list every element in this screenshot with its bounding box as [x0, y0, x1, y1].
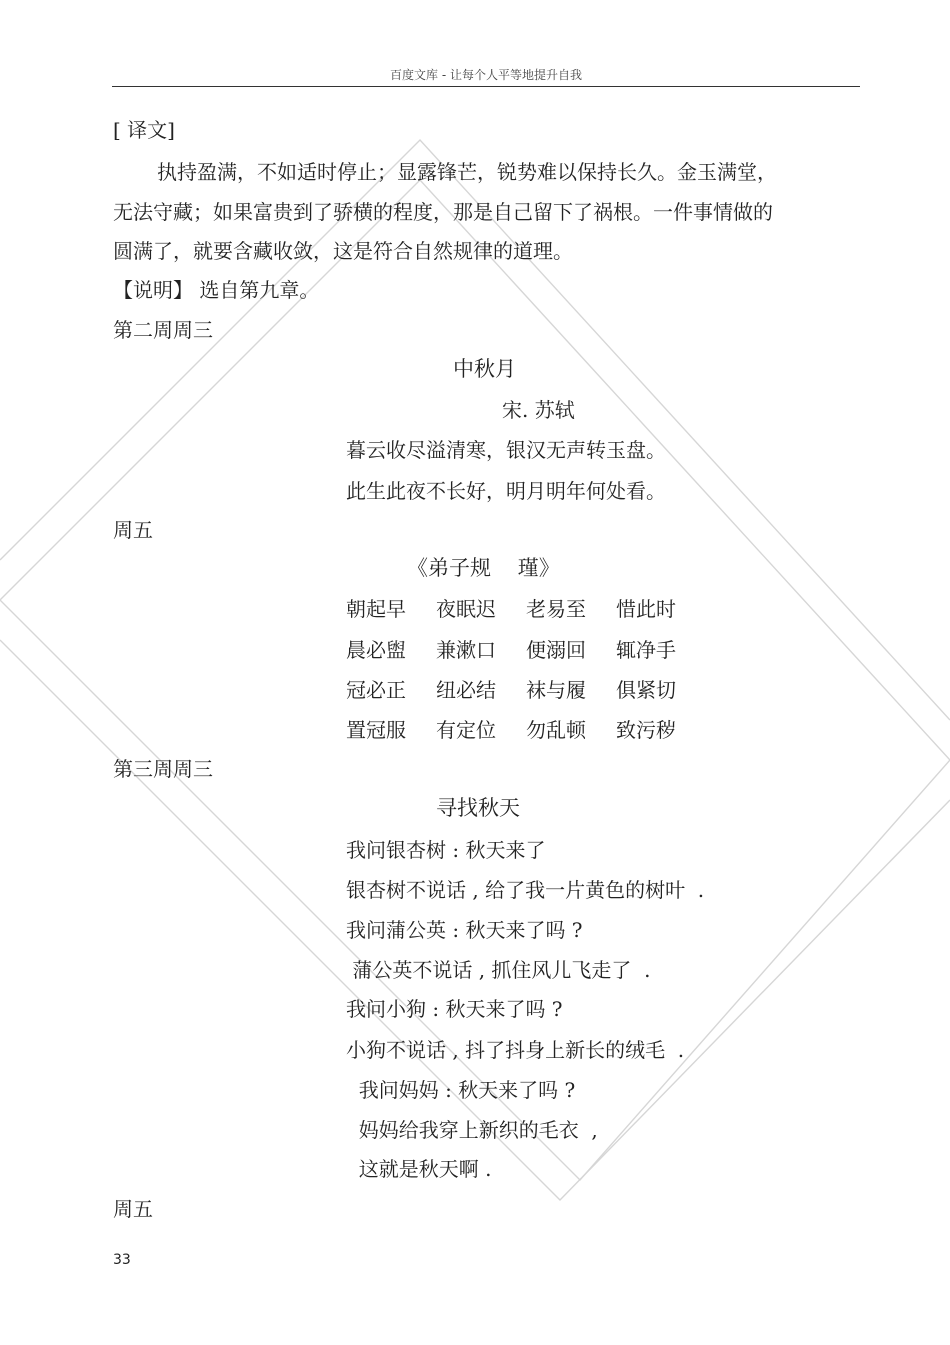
verse-phrase: 便溺回 — [526, 638, 586, 662]
poem-line: 我问妈妈 : 秋天来了吗 ? — [346, 1078, 576, 1102]
verse-phrase: 有定位 — [436, 718, 496, 742]
verse-phrase: 冠必正 — [346, 678, 406, 702]
verse-phrase: 晨必盥 — [346, 638, 406, 662]
poem-title: 寻找秋天 — [436, 796, 520, 820]
poem-line: 银杏树不说话 , 给了我一片黄色的树叶 . — [346, 878, 705, 902]
poem-author: 宋. 苏轼 — [502, 398, 575, 422]
section-heading: 第二周周三 — [113, 318, 213, 342]
translation-line: 执持盈满，不如适时停止；显露锋芒，锐势难以保持长久。金玉满堂， — [157, 160, 777, 184]
verse-phrase: 惜此时 — [616, 597, 676, 621]
section-heading: 周五 — [113, 518, 153, 542]
section-heading: 周五 — [113, 1197, 153, 1221]
poem-line: 小狗不说话 , 抖了抖身上新长的绒毛 . — [346, 1038, 685, 1062]
verse-phrase: 袜与履 — [526, 678, 586, 702]
text-title: 《弟子规 瑾》 — [407, 556, 560, 580]
verse-phrase: 兼漱口 — [436, 638, 496, 662]
verse-phrase: 置冠服 — [346, 718, 406, 742]
poem-line: 这就是秋天啊 . — [346, 1157, 492, 1181]
section-heading: 第三周周三 — [113, 757, 213, 781]
poem-title: 中秋月 — [453, 357, 516, 381]
poem-line: 我问蒲公英 : 秋天来了吗 ? — [346, 918, 583, 942]
verse-phrase: 纽必结 — [436, 678, 496, 702]
verse-phrase: 朝起早 — [346, 597, 406, 621]
verse-phrase: 俱紧切 — [616, 678, 676, 702]
poem-line: 妈妈给我穿上新织的毛衣 , — [346, 1118, 598, 1142]
poem-line: 此生此夜不长好，明月明年何处看。 — [346, 479, 666, 503]
page-header: 百度文库 - 让每个人平等地提升自我 — [390, 68, 582, 82]
poem-line: 我问小狗 : 秋天来了吗 ? — [346, 997, 563, 1021]
page-number: 33 — [113, 1252, 131, 1268]
header-divider — [112, 86, 860, 87]
translation-line: 圆满了，就要含藏收敛，这是符合自然规律的道理。 — [113, 239, 573, 263]
verse-phrase: 夜眠迟 — [436, 597, 496, 621]
translation-label: [ 译文] — [113, 118, 175, 142]
verse-phrase: 老易至 — [526, 597, 586, 621]
poem-line: 我问银杏树 : 秋天来了 — [346, 838, 546, 862]
translation-line: 无法守藏；如果富贵到了骄横的程度，那是自己留下了祸根。一件事情做的 — [113, 200, 773, 224]
poem-line: 蒲公英不说话 , 抓住风儿飞走了 . — [346, 958, 651, 982]
verse-phrase: 辄净手 — [616, 638, 676, 662]
verse-phrase: 致污秽 — [616, 718, 676, 742]
poem-line: 暮云收尽溢清寒，银汉无声转玉盘。 — [346, 438, 666, 462]
translation-note: 【说明】 选自第九章。 — [113, 278, 320, 302]
verse-phrase: 勿乱顿 — [526, 718, 586, 742]
